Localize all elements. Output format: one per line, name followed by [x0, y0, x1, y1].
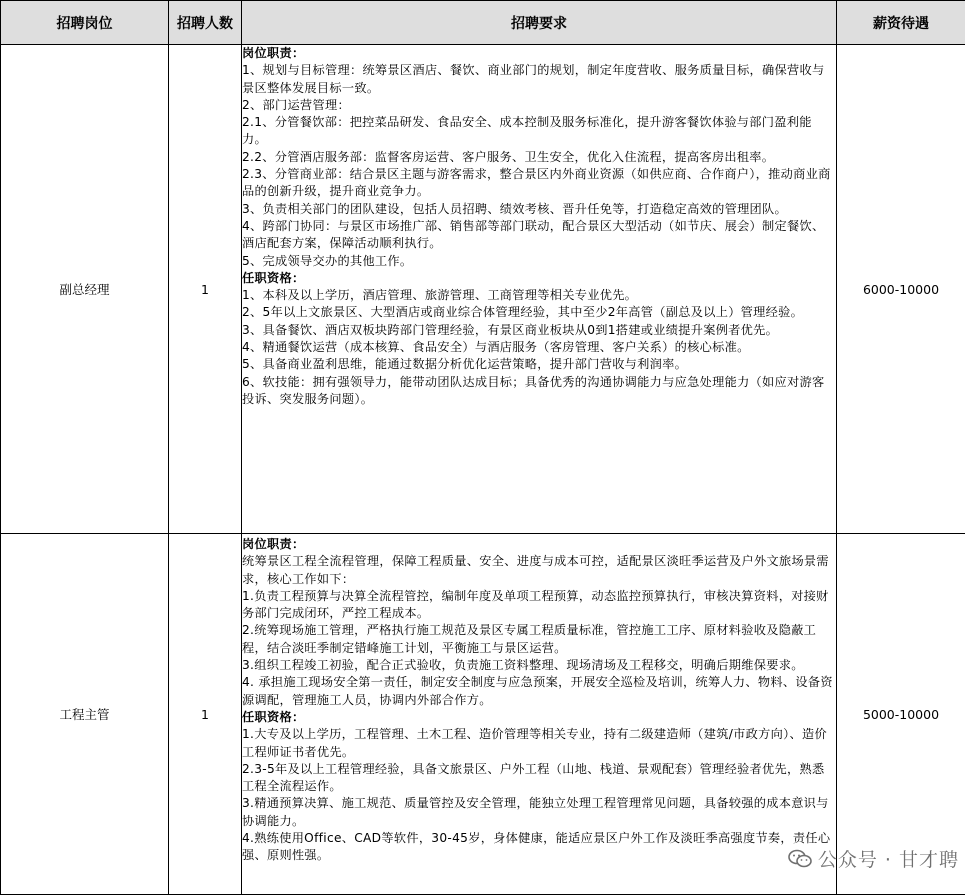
qual-line: 4、精通餐饮运营（成本核算、食品安全）与酒店服务（客房管理、客户关系）的核心标准。: [242, 339, 836, 356]
duties-title: 岗位职责：: [242, 45, 836, 62]
duty-line: 2.3、分管商业部：结合景区主题与游客需求，整合景区内外商业资源（如供应商、合作商户），推动商业商品的创新升级，提升商业竞争力。: [242, 166, 836, 201]
qual-line: 4.熟练使用Office、CAD等软件，30-45岁，身体健康，能适应景区户外工作及淡旺季高强度节奏，责任心强、原则性强。: [242, 830, 836, 865]
duty-line: 3.组织工程竣工初验，配合正式验收，负责施工资料整理、现场清场及工程移交，明确后期维保要求。: [242, 657, 836, 674]
qual-line: 3、具备餐饮、酒店双板块跨部门管理经验，有景区商业板块从0到1搭建或业绩提升案例者优先。: [242, 322, 836, 339]
qual-line: 2、5年以上文旅景区、大型酒店或商业综合体管理经验，其中至少2年高管（副总及以上）管理经验。: [242, 304, 836, 321]
quals-title: 任职资格：: [242, 709, 836, 726]
duty-line: 统筹景区工程全流程管理，保障工程质量、安全、进度与成本可控，适配景区淡旺季运营及户外文旅场景需求，核心工作如下：: [242, 553, 836, 588]
duties-title: 岗位职责：: [242, 536, 836, 553]
header-count: 招聘人数: [169, 1, 242, 45]
watermark: [788, 845, 959, 872]
qual-line: 1.大专及以上学历，工程管理、土木工程、造价管理等相关专业，持有二级建造师（建筑/市政方向）、造价工程师证书者优先。: [242, 726, 836, 761]
duty-line: 1、规划与目标管理：统筹景区酒店、餐饮、商业部门的规划，制定年度营收、服务质量目标，确保营收与景区整体发展目标一致。: [242, 62, 836, 97]
qual-line: 2.3-5年及以上工程管理经验，具备文旅景区、户外工程（山地、栈道、景观配套）管理经验者优先，熟悉工程全流程运作。: [242, 761, 836, 796]
duty-line: 1.负责工程预算与决算全流程管控，编制年度及单项工程预算，动态监控预算执行，审核决算资料，对接财务部门完成闭环，严控工程成本。: [242, 588, 836, 623]
table-header-row: [1, 1, 965, 45]
duty-line: 4、跨部门协同：与景区市场推广部、销售部等部门联动，配合景区大型活动（如节庆、展会）制定餐饮、酒店配套方案，保障活动顺利执行。: [242, 218, 836, 253]
duty-line: 2.2、分管酒店服务部：监督客房运营、客户服务、卫生安全，优化入住流程，提高客房出租率。: [242, 149, 836, 166]
qual-line: 3.精通预算决算、施工规范、质量管控及安全管理，能独立处理工程管理常见问题，具备较强的成本意识与协调能力。: [242, 795, 836, 830]
salary-cell: 6000-10000: [837, 45, 965, 534]
salary-cell: 5000-10000: [837, 534, 965, 895]
duty-line: 2.统筹现场施工管理，严格执行施工规范及景区专属工程质量标准，管控施工工序、原材料验收及隐蔽工程，结合淡旺季制定错峰施工计划，平衡施工与景区运营。: [242, 622, 836, 657]
qual-line: 1、本科及以上学历，酒店管理、旅游管理、工商管理等相关专业优先。: [242, 287, 836, 304]
header-salary: 薪资待遇: [837, 1, 965, 45]
qual-line: 5、具备商业盈利思维，能通过数据分析优化运营策略，提升部门营收与利润率。: [242, 356, 836, 373]
position-cell: 工程主管: [1, 534, 169, 895]
duty-line: 2.1、分管餐饮部：把控菜品研发、食品安全、成本控制及服务标准化，提升游客餐饮体验与部门盈利能力。: [242, 114, 836, 149]
count-cell: 1: [169, 45, 242, 534]
table-row: [1, 534, 965, 895]
table-row: [1, 45, 965, 534]
header-position: 招聘岗位: [1, 1, 169, 45]
quals-title: 任职资格：: [242, 270, 836, 287]
duty-line: 3、负责相关部门的团队建设，包括人员招聘、绩效考核、晋升任免等，打造稳定高效的管理团队。: [242, 201, 836, 218]
header-requirements: 招聘要求: [242, 1, 837, 45]
watermark-text: 公众号 · 甘才聘: [818, 845, 959, 872]
duty-line: 5、完成领导交办的其他工作。: [242, 253, 836, 270]
qual-line: 6、软技能：拥有强领导力，能带动团队达成目标；具备优秀的沟通协调能力与应急处理能力（如应对游客投诉、突发服务问题）。: [242, 374, 836, 409]
requirements-cell: [242, 534, 837, 895]
position-cell: 副总经理: [1, 45, 169, 534]
duty-line: 2、部门运营管理：: [242, 97, 836, 114]
count-cell: 1: [169, 534, 242, 895]
duty-line: 4. 承担施工现场安全第一责任，制定安全制度与应急预案，开展安全巡检及培训，统筹人力、物料、设备资源调配，管理施工人员，协调内外部合作方。: [242, 674, 836, 709]
requirements-cell: [242, 45, 837, 534]
wechat-icon: [788, 849, 812, 869]
